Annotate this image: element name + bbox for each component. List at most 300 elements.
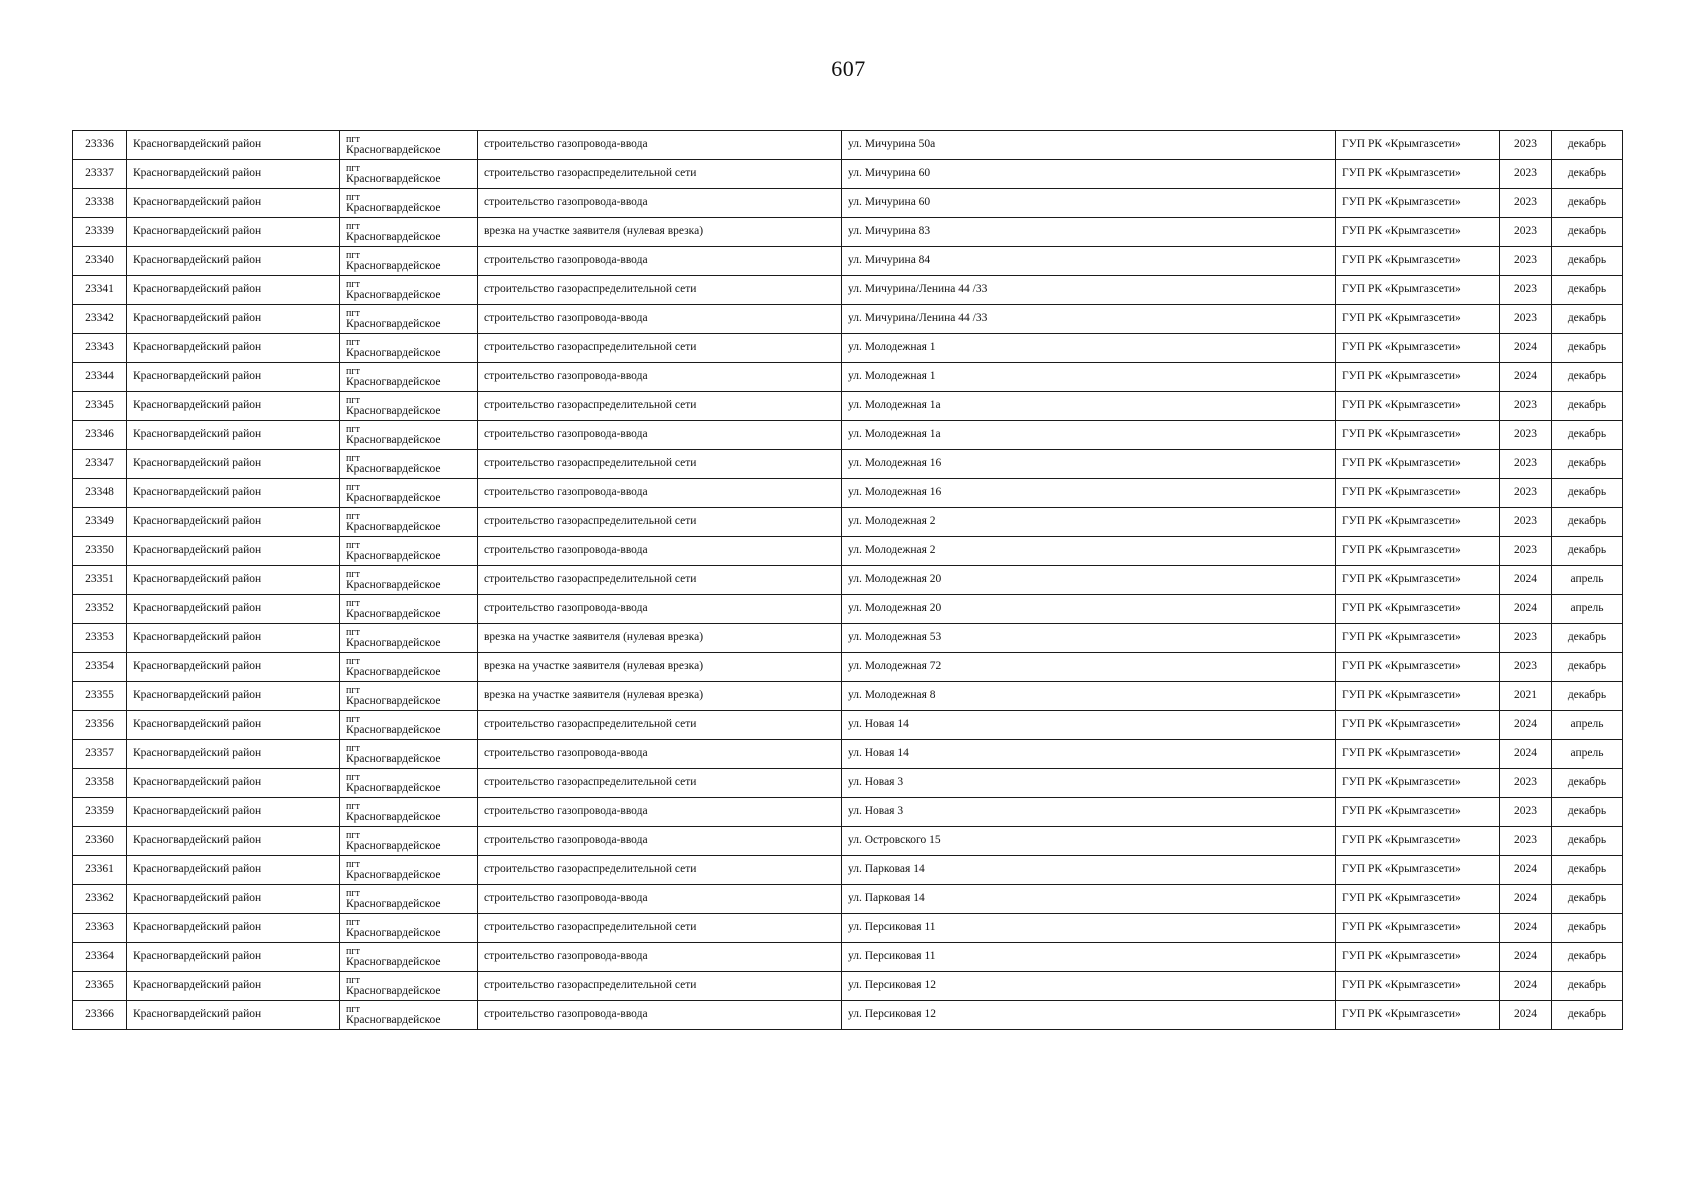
locality-cell [340, 595, 478, 624]
address-cell: ул. Мичурина 50а [842, 131, 1336, 160]
month-cell: декабрь [1552, 305, 1623, 334]
district-cell: Красногвардейский район [127, 189, 340, 218]
district-cell: Красногвардейский район [127, 392, 340, 421]
organization-cell: ГУП РК «Крымгазсети» [1336, 827, 1500, 856]
locality-cell [340, 914, 478, 943]
locality-cell [340, 334, 478, 363]
locality-type: пгт [346, 453, 360, 464]
year-cell: 2023 [1500, 479, 1552, 508]
organization-cell: ГУП РК «Крымгазсети» [1336, 131, 1500, 160]
year-cell: 2024 [1500, 363, 1552, 392]
work-type-cell: строительство газопровода-ввода [478, 827, 842, 856]
work-type-cell: строительство газораспределительной сети [478, 566, 842, 595]
year-cell: 2023 [1500, 392, 1552, 421]
locality-name: Красногвардейское [346, 376, 441, 388]
row-number-cell: 23347 [73, 450, 127, 479]
row-number-cell: 23354 [73, 653, 127, 682]
work-type-cell: строительство газопровода-ввода [478, 131, 842, 160]
organization-cell: ГУП РК «Крымгазсети» [1336, 276, 1500, 305]
work-type-cell: врезка на участке заявителя (нулевая врезка) [478, 682, 842, 711]
table-row [73, 798, 1623, 827]
locality-type: пгт [346, 221, 360, 232]
locality-type: пгт [346, 279, 360, 290]
locality-name: Красногвардейское [346, 231, 441, 243]
work-type-cell: строительство газопровода-ввода [478, 885, 842, 914]
locality-cell [340, 943, 478, 972]
organization-cell: ГУП РК «Крымгазсети» [1336, 421, 1500, 450]
table-row [73, 334, 1623, 363]
locality-name: Красногвардейское [346, 492, 441, 504]
work-type-cell: врезка на участке заявителя (нулевая врезка) [478, 218, 842, 247]
month-cell: декабрь [1552, 653, 1623, 682]
address-cell: ул. Молодежная 1 [842, 363, 1336, 392]
year-cell: 2024 [1500, 566, 1552, 595]
address-cell: ул. Новая 3 [842, 769, 1336, 798]
district-cell: Красногвардейский район [127, 276, 340, 305]
address-cell: ул. Парковая 14 [842, 856, 1336, 885]
month-cell: декабрь [1552, 798, 1623, 827]
address-cell: ул. Островского 15 [842, 827, 1336, 856]
locality-type: пгт [346, 250, 360, 261]
organization-cell: ГУП РК «Крымгазсети» [1336, 160, 1500, 189]
month-cell: декабрь [1552, 276, 1623, 305]
year-cell: 2024 [1500, 856, 1552, 885]
row-number-cell: 23363 [73, 914, 127, 943]
year-cell: 2023 [1500, 160, 1552, 189]
address-cell: ул. Молодежная 1 [842, 334, 1336, 363]
locality-name: Красногвардейское [346, 753, 441, 765]
district-cell: Красногвардейский район [127, 769, 340, 798]
year-cell: 2023 [1500, 624, 1552, 653]
row-number-cell: 23348 [73, 479, 127, 508]
district-cell: Красногвардейский район [127, 421, 340, 450]
year-cell: 2024 [1500, 914, 1552, 943]
locality-cell [340, 363, 478, 392]
work-type-cell: строительство газопровода-ввода [478, 305, 842, 334]
locality-cell [340, 798, 478, 827]
address-cell: ул. Парковая 14 [842, 885, 1336, 914]
work-type-cell: строительство газопровода-ввода [478, 943, 842, 972]
address-cell: ул. Молодежная 72 [842, 653, 1336, 682]
locality-type: пгт [346, 366, 360, 377]
table-row [73, 305, 1623, 334]
district-cell: Красногвардейский район [127, 1001, 340, 1030]
locality-name: Красногвардейское [346, 695, 441, 707]
locality-type: пгт [346, 714, 360, 725]
month-cell: декабрь [1552, 682, 1623, 711]
row-number-cell: 23357 [73, 740, 127, 769]
address-cell: ул. Молодежная 1а [842, 392, 1336, 421]
district-cell: Красногвардейский район [127, 885, 340, 914]
work-type-cell: строительство газораспределительной сети [478, 334, 842, 363]
organization-cell: ГУП РК «Крымгазсети» [1336, 508, 1500, 537]
month-cell: декабрь [1552, 421, 1623, 450]
table-row [73, 1001, 1623, 1030]
table-row [73, 595, 1623, 624]
month-cell: декабрь [1552, 972, 1623, 1001]
year-cell: 2024 [1500, 943, 1552, 972]
table-row [73, 537, 1623, 566]
district-cell: Красногвардейский район [127, 682, 340, 711]
locality-name: Красногвардейское [346, 550, 441, 562]
month-cell: декабрь [1552, 450, 1623, 479]
work-type-cell: врезка на участке заявителя (нулевая врезка) [478, 653, 842, 682]
year-cell: 2023 [1500, 218, 1552, 247]
locality-name: Красногвардейское [346, 434, 441, 446]
registry-table-body [73, 131, 1623, 1030]
month-cell: декабрь [1552, 914, 1623, 943]
work-type-cell: строительство газораспределительной сети [478, 450, 842, 479]
locality-type: пгт [346, 685, 360, 696]
table-row [73, 624, 1623, 653]
locality-cell [340, 160, 478, 189]
work-type-cell: строительство газопровода-ввода [478, 798, 842, 827]
table-row [73, 711, 1623, 740]
table-row [73, 247, 1623, 276]
locality-type: пгт [346, 1004, 360, 1015]
year-cell: 2023 [1500, 189, 1552, 218]
year-cell: 2023 [1500, 247, 1552, 276]
address-cell: ул. Персиковая 12 [842, 972, 1336, 1001]
month-cell: декабрь [1552, 218, 1623, 247]
table-row [73, 566, 1623, 595]
locality-cell [340, 131, 478, 160]
year-cell: 2024 [1500, 711, 1552, 740]
month-cell: декабрь [1552, 624, 1623, 653]
organization-cell: ГУП РК «Крымгазсети» [1336, 537, 1500, 566]
work-type-cell: строительство газопровода-ввода [478, 189, 842, 218]
table-row [73, 508, 1623, 537]
locality-cell [340, 682, 478, 711]
organization-cell: ГУП РК «Крымгазсети» [1336, 711, 1500, 740]
month-cell: декабрь [1552, 856, 1623, 885]
locality-type: пгт [346, 308, 360, 319]
month-cell: декабрь [1552, 392, 1623, 421]
address-cell: ул. Персиковая 11 [842, 943, 1336, 972]
month-cell: декабрь [1552, 334, 1623, 363]
locality-type: пгт [346, 772, 360, 783]
row-number-cell: 23346 [73, 421, 127, 450]
row-number-cell: 23353 [73, 624, 127, 653]
locality-cell [340, 769, 478, 798]
locality-type: пгт [346, 656, 360, 667]
table-row [73, 769, 1623, 798]
row-number-cell: 23359 [73, 798, 127, 827]
year-cell: 2023 [1500, 305, 1552, 334]
row-number-cell: 23355 [73, 682, 127, 711]
month-cell: декабрь [1552, 1001, 1623, 1030]
locality-name: Красногвардейское [346, 782, 441, 794]
locality-type: пгт [346, 859, 360, 870]
locality-name: Красногвардейское [346, 869, 441, 881]
locality-type: пгт [346, 424, 360, 435]
work-type-cell: строительство газопровода-ввода [478, 421, 842, 450]
row-number-cell: 23345 [73, 392, 127, 421]
locality-cell [340, 711, 478, 740]
district-cell: Красногвардейский район [127, 972, 340, 1001]
work-type-cell: строительство газопровода-ввода [478, 479, 842, 508]
address-cell: ул. Мичурина 60 [842, 189, 1336, 218]
district-cell: Красногвардейский район [127, 653, 340, 682]
row-number-cell: 23356 [73, 711, 127, 740]
district-cell: Красногвардейский район [127, 131, 340, 160]
table-row [73, 740, 1623, 769]
registry-table [72, 130, 1623, 1030]
locality-cell [340, 218, 478, 247]
work-type-cell: строительство газораспределительной сети [478, 856, 842, 885]
year-cell: 2023 [1500, 769, 1552, 798]
locality-name: Красногвардейское [346, 927, 441, 939]
address-cell: ул. Молодежная 16 [842, 479, 1336, 508]
organization-cell: ГУП РК «Крымгазсети» [1336, 740, 1500, 769]
address-cell: ул. Мичурина 83 [842, 218, 1336, 247]
row-number-cell: 23349 [73, 508, 127, 537]
address-cell: ул. Молодежная 1а [842, 421, 1336, 450]
year-cell: 2024 [1500, 334, 1552, 363]
locality-cell [340, 392, 478, 421]
locality-type: пгт [346, 540, 360, 551]
organization-cell: ГУП РК «Крымгазсети» [1336, 943, 1500, 972]
address-cell: ул. Персиковая 12 [842, 1001, 1336, 1030]
year-cell: 2024 [1500, 885, 1552, 914]
district-cell: Красногвардейский район [127, 450, 340, 479]
work-type-cell: строительство газопровода-ввода [478, 740, 842, 769]
row-number-cell: 23351 [73, 566, 127, 595]
organization-cell: ГУП РК «Крымгазсети» [1336, 305, 1500, 334]
month-cell: декабрь [1552, 769, 1623, 798]
year-cell: 2023 [1500, 276, 1552, 305]
locality-cell [340, 566, 478, 595]
month-cell: декабрь [1552, 363, 1623, 392]
table-row [73, 479, 1623, 508]
table-row [73, 885, 1623, 914]
work-type-cell: врезка на участке заявителя (нулевая врезка) [478, 624, 842, 653]
row-number-cell: 23340 [73, 247, 127, 276]
month-cell: апрель [1552, 566, 1623, 595]
month-cell: декабрь [1552, 943, 1623, 972]
locality-name: Красногвардейское [346, 405, 441, 417]
locality-name: Красногвардейское [346, 811, 441, 823]
address-cell: ул. Молодежная 53 [842, 624, 1336, 653]
address-cell: ул. Молодежная 20 [842, 566, 1336, 595]
locality-name: Красногвардейское [346, 666, 441, 678]
address-cell: ул. Мичурина 60 [842, 160, 1336, 189]
locality-cell [340, 856, 478, 885]
locality-type: пгт [346, 946, 360, 957]
locality-cell [340, 827, 478, 856]
table-row [73, 421, 1623, 450]
work-type-cell: строительство газораспределительной сети [478, 276, 842, 305]
table-row [73, 653, 1623, 682]
district-cell: Красногвардейский район [127, 856, 340, 885]
table-row [73, 682, 1623, 711]
locality-type: пгт [346, 395, 360, 406]
table-row [73, 160, 1623, 189]
locality-type: пгт [346, 975, 360, 986]
row-number-cell: 23361 [73, 856, 127, 885]
month-cell: апрель [1552, 595, 1623, 624]
locality-name: Красногвардейское [346, 840, 441, 852]
table-row [73, 218, 1623, 247]
page-number: 607 [831, 56, 866, 81]
organization-cell: ГУП РК «Крымгазсети» [1336, 218, 1500, 247]
table-row [73, 856, 1623, 885]
organization-cell: ГУП РК «Крымгазсети» [1336, 653, 1500, 682]
year-cell: 2024 [1500, 595, 1552, 624]
locality-name: Красногвардейское [346, 898, 441, 910]
year-cell: 2023 [1500, 421, 1552, 450]
locality-name: Красногвардейское [346, 637, 441, 649]
organization-cell: ГУП РК «Крымгазсети» [1336, 1001, 1500, 1030]
month-cell: декабрь [1552, 160, 1623, 189]
row-number-cell: 23343 [73, 334, 127, 363]
address-cell: ул. Молодежная 16 [842, 450, 1336, 479]
locality-name: Красногвардейское [346, 347, 441, 359]
row-number-cell: 23338 [73, 189, 127, 218]
year-cell: 2021 [1500, 682, 1552, 711]
address-cell: ул. Новая 3 [842, 798, 1336, 827]
locality-name: Красногвардейское [346, 202, 441, 214]
address-cell: ул. Молодежная 20 [842, 595, 1336, 624]
locality-cell [340, 740, 478, 769]
row-number-cell: 23350 [73, 537, 127, 566]
year-cell: 2023 [1500, 827, 1552, 856]
locality-cell [340, 972, 478, 1001]
locality-cell [340, 1001, 478, 1030]
table-row [73, 363, 1623, 392]
locality-cell [340, 885, 478, 914]
row-number-cell: 23358 [73, 769, 127, 798]
row-number-cell: 23337 [73, 160, 127, 189]
locality-name: Красногвардейское [346, 463, 441, 475]
organization-cell: ГУП РК «Крымгазсети» [1336, 624, 1500, 653]
locality-type: пгт [346, 888, 360, 899]
address-cell: ул. Молодежная 2 [842, 537, 1336, 566]
year-cell: 2024 [1500, 740, 1552, 769]
locality-type: пгт [346, 337, 360, 348]
organization-cell: ГУП РК «Крымгазсети» [1336, 566, 1500, 595]
locality-name: Красногвардейское [346, 260, 441, 272]
district-cell: Красногвардейский район [127, 943, 340, 972]
district-cell: Красногвардейский район [127, 711, 340, 740]
month-cell: декабрь [1552, 827, 1623, 856]
table-row [73, 392, 1623, 421]
row-number-cell: 23341 [73, 276, 127, 305]
district-cell: Красногвардейский район [127, 479, 340, 508]
row-number-cell: 23360 [73, 827, 127, 856]
organization-cell: ГУП РК «Крымгазсети» [1336, 972, 1500, 1001]
locality-type: пгт [346, 627, 360, 638]
organization-cell: ГУП РК «Крымгазсети» [1336, 189, 1500, 218]
district-cell: Красногвардейский район [127, 218, 340, 247]
locality-type: пгт [346, 569, 360, 580]
organization-cell: ГУП РК «Крымгазсети» [1336, 914, 1500, 943]
locality-type: пгт [346, 830, 360, 841]
locality-cell [340, 508, 478, 537]
row-number-cell: 23336 [73, 131, 127, 160]
locality-cell [340, 479, 478, 508]
table-row [73, 276, 1623, 305]
work-type-cell: строительство газопровода-ввода [478, 363, 842, 392]
address-cell: ул. Новая 14 [842, 711, 1336, 740]
year-cell: 2023 [1500, 450, 1552, 479]
locality-name: Красногвардейское [346, 289, 441, 301]
year-cell: 2023 [1500, 537, 1552, 566]
address-cell: ул. Молодежная 8 [842, 682, 1336, 711]
locality-cell [340, 305, 478, 334]
work-type-cell: строительство газопровода-ввода [478, 1001, 842, 1030]
locality-type: пгт [346, 743, 360, 754]
locality-type: пгт [346, 917, 360, 928]
work-type-cell: строительство газопровода-ввода [478, 537, 842, 566]
district-cell: Красногвардейский район [127, 827, 340, 856]
table-row [73, 972, 1623, 1001]
address-cell: ул. Новая 14 [842, 740, 1336, 769]
district-cell: Красногвардейский район [127, 305, 340, 334]
organization-cell: ГУП РК «Крымгазсети» [1336, 885, 1500, 914]
locality-name: Красногвардейское [346, 1014, 441, 1026]
district-cell: Красногвардейский район [127, 537, 340, 566]
row-number-cell: 23339 [73, 218, 127, 247]
work-type-cell: строительство газораспределительной сети [478, 769, 842, 798]
month-cell: декабрь [1552, 131, 1623, 160]
row-number-cell: 23364 [73, 943, 127, 972]
table-row [73, 943, 1623, 972]
district-cell: Красногвардейский район [127, 508, 340, 537]
organization-cell: ГУП РК «Крымгазсети» [1336, 798, 1500, 827]
locality-type: пгт [346, 134, 360, 145]
month-cell: декабрь [1552, 885, 1623, 914]
table-row [73, 131, 1623, 160]
work-type-cell: строительство газораспределительной сети [478, 914, 842, 943]
year-cell: 2024 [1500, 972, 1552, 1001]
organization-cell: ГУП РК «Крымгазсети» [1336, 856, 1500, 885]
organization-cell: ГУП РК «Крымгазсети» [1336, 479, 1500, 508]
organization-cell: ГУП РК «Крымгазсети» [1336, 247, 1500, 276]
month-cell: декабрь [1552, 247, 1623, 276]
locality-cell [340, 450, 478, 479]
table-row [73, 827, 1623, 856]
work-type-cell: строительство газораспределительной сети [478, 972, 842, 1001]
year-cell: 2024 [1500, 1001, 1552, 1030]
locality-cell [340, 624, 478, 653]
month-cell: декабрь [1552, 537, 1623, 566]
locality-name: Красногвардейское [346, 985, 441, 997]
work-type-cell: строительство газораспределительной сети [478, 508, 842, 537]
locality-type: пгт [346, 598, 360, 609]
address-cell: ул. Мичурина 84 [842, 247, 1336, 276]
row-number-cell: 23366 [73, 1001, 127, 1030]
district-cell: Красногвардейский район [127, 247, 340, 276]
locality-type: пгт [346, 192, 360, 203]
locality-cell [340, 421, 478, 450]
work-type-cell: строительство газораспределительной сети [478, 711, 842, 740]
row-number-cell: 23362 [73, 885, 127, 914]
table-row [73, 914, 1623, 943]
district-cell: Красногвардейский район [127, 334, 340, 363]
row-number-cell: 23342 [73, 305, 127, 334]
month-cell: декабрь [1552, 508, 1623, 537]
locality-name: Красногвардейское [346, 608, 441, 620]
address-cell: ул. Мичурина/Ленина 44 /33 [842, 276, 1336, 305]
district-cell: Красногвардейский район [127, 595, 340, 624]
organization-cell: ГУП РК «Крымгазсети» [1336, 334, 1500, 363]
month-cell: декабрь [1552, 479, 1623, 508]
locality-cell [340, 537, 478, 566]
locality-name: Красногвардейское [346, 173, 441, 185]
address-cell: ул. Персиковая 11 [842, 914, 1336, 943]
month-cell: апрель [1552, 740, 1623, 769]
